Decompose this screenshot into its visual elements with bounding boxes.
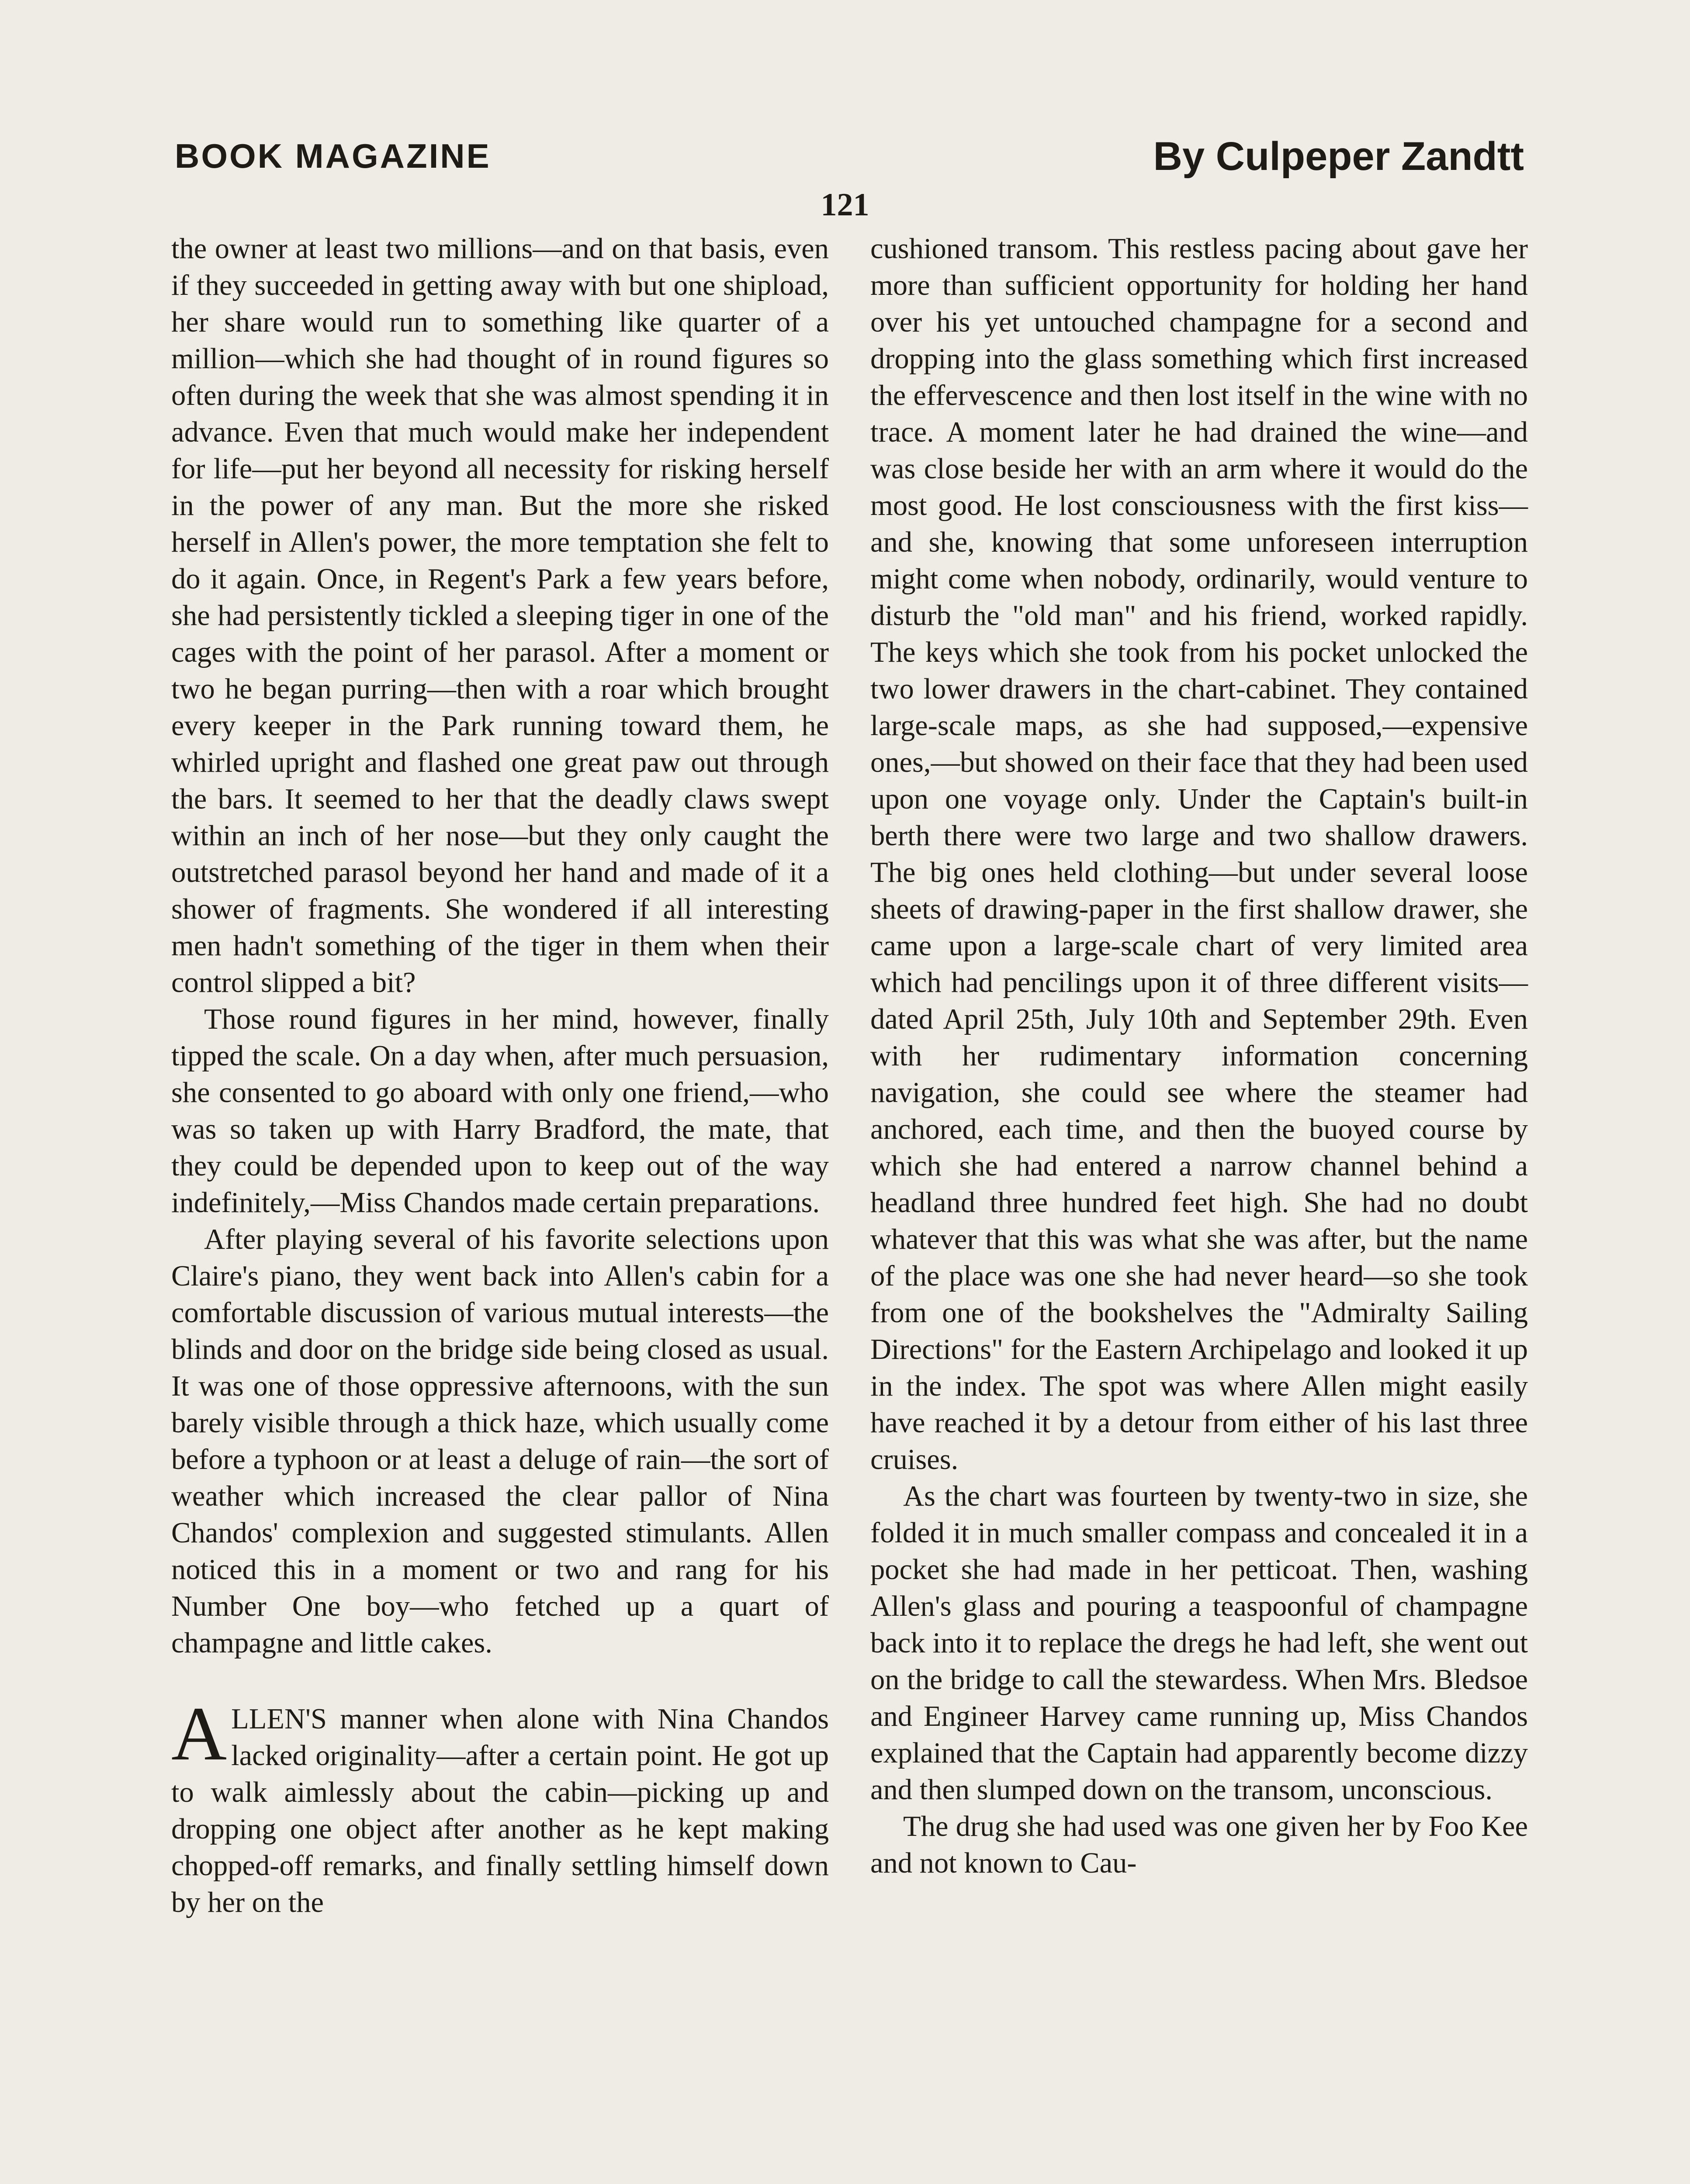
paragraph-text: manner when alone with Nina Chandos lacked originality—after a certain point. He got up to walk aimlessly about the cabin—picking up and dropping one object after another as he kept making chopped-off remarks, and finally settling himself down by her on the [171, 1703, 829, 1918]
paragraph: cushioned transom. This restless pacing about gave her more than sufficient opportunity for holding her hand over his yet untouched champagne for a second and dropping into the glass something which first increased the effervescence and then lost itself in the wine with no trace. A moment later he had drained the wine—and was close beside her with an arm where it would do the most good. He lost consciousness with the first kiss—and she, knowing that some unforeseen interruption might come when nobody, ordinarily, would venture to disturb the "old man" and his friend, worked rapidly. The keys which she took from his pocket unlocked the two lower drawers in the chart-cabinet. They contained large-scale maps, as she had supposed,—expensive ones,—but showed on their face that they had been used upon one voyage only. Under the Captain's built-in berth there were two large and two shallow drawers. The big ones held clothing—but under several loose sheets of drawing-paper in the first shallow drawer, she came upon a large-scale chart of very limited area which had pencilings upon it of three different visits—dated April 25th, July 10th and September 29th. Even with her rudimentary information concerning navigation, she could see where the steamer had anchored, each time, and then the buoyed course by which she had entered a narrow channel behind a headland three hundred feet high. She had no doubt whatever that this was what she was after, but the name of the place was one she had never heard—so she took from one of the bookshelves the "Admiralty Sailing Directions" for the Eastern Archipelago and looked it up in the index. The spot was where Allen might easily have reached it by a detour from either of his last three cruises. [870, 233, 1528, 1476]
running-head-magazine: BOOK MAGAZINE [175, 137, 491, 175]
right-column [870, 231, 1528, 1882]
drop-cap: A [171, 1691, 227, 1776]
page-number: 121 [821, 187, 869, 223]
section-opening-paragraph [171, 1691, 829, 1921]
paragraph: The drug she had used was one given her by Foo Kee and not known to Cau- [870, 1811, 1528, 1879]
small-caps-lead: LLEN'S [231, 1703, 327, 1735]
paragraph: Those round figures in her mind, however, finally tipped the scale. On a day when, after much persuasion, she consented to go aboard with only one friend,—who was so taken up with Harry Bradford, the mate, that they could be depended upon to keep out of the way indefinitely,—Miss Chandos made certain preparations. [171, 1003, 829, 1219]
left-column [171, 231, 829, 1921]
running-head-author: By Culpeper Zandtt [1153, 134, 1524, 179]
paragraph: As the chart was fourteen by twenty-two in size, she folded it in much smaller compass and concealed it in a pocket she had made in her petticoat. Then, washing Allen's glass and pouring a teaspoonful of champagne back into it to replace the dregs he had left, she went out on the bridge to call the stewardess. When Mrs. Bledsoe and Engineer Harvey came running up, Miss Chandos explained that the Captain had apparently become dizzy and then slumped down on the transom, unconscious. [870, 1480, 1528, 1806]
paragraph: After playing several of his favorite selections upon Claire's piano, they went back into Allen's cabin for a comfortable discussion of various mutual interests—the blinds and door on the bridge side being closed as usual. It was one of those oppressive afternoons, with the sun barely visible through a thick haze, which usually come before a typhoon or at least a deluge of rain—the sort of weather which increased the clear pallor of Nina Chandos' complexion and suggested stimulants. Allen noticed this in a moment or two and rang for his Number One boy—who fetched up a quart of champagne and little cakes. [171, 1223, 829, 1659]
paragraph: the owner at least two millions—and on that basis, even if they succeeded in getting away with but one shipload, her share would run to something like quarter of a million—which she had thought of in round figures so often during the week that she was almost spending it in advance. Even that much would make her independent for life—put her beyond all necessity for risking herself in the power of any man. But the more she risked herself in Allen's power, the more temptation she felt to do it again. Once, in Regent's Park a few years before, she had persistently tickled a sleeping tiger in one of the cages with the point of her parasol. After a moment or two he began purring—then with a roar which brought every keeper in the Park running toward them, he whirled upright and flashed one great paw out through the bars. It seemed to her that the deadly claws swept within an inch of her nose—but they only caught the outstretched parasol beyond her hand and made of it a shower of fragments. She wondered if all interesting men hadn't something of the tiger in them when their control slipped a bit? [171, 233, 829, 999]
